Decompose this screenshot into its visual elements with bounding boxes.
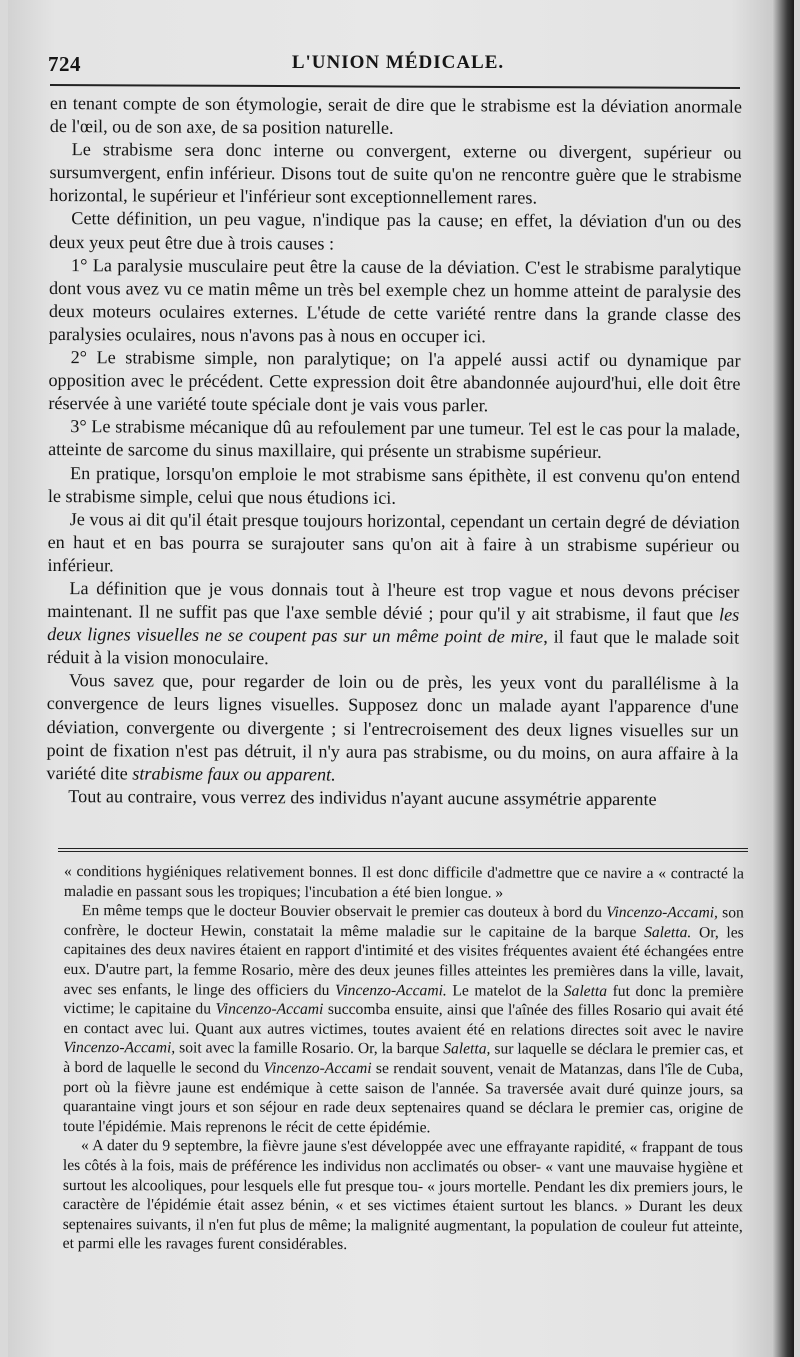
binding-shadow [772,0,794,1357]
running-title: L'UNION MÉDICALE. [291,52,505,73]
header-rule [50,84,740,89]
note-paragraph: « conditions hygiéniques relativement bonnes. Il est donc difficile d'admettre que ce navire a « contracté la maladie en passant sous les tropiques; l'incubation a été bien longue. » [63,863,744,902]
text-run: La définition que je vous donnais tout à l'heure est trop vague et nous devons préciser maintenant. Il ne suffit pas que l'axe semble dévié ; pour qu'il y ait strabisme, il faut que [47,578,740,625]
paragraph: en tenant compte de son étymologie, serait de dire que le strabisme est la déviation anormale de l'œil, ou de son axe, de sa position naturelle. [49,92,742,138]
note-paragraph [63,901,744,1138]
emphasis: Vincenzo-Accami, [63,1039,176,1057]
page-number: 724 [48,52,81,76]
main-text [46,92,742,812]
paragraph: 2° Le strabisme simple, non paralytique; on l'a appelé aussi actif ou dynamique par opposition avec le précédent. Cette expression doit être abandonnée aujourd'hui, elle doit être réservée à une variété toute spéciale dont je vais vous parler. [48,347,741,416]
running-header [48,50,748,78]
text-run: soit avec la famille Rosario. Or, la barque [175,1039,444,1058]
text-run: Or, les capitaines des deux navires étaient en rapport d'intimité et des visites fréquentes avaient été échangées entre eux. D'autre part, la femme Rosario, mère des deux jeunes filles atteintes les premières dans la ville, lavait, avec ses enfants, le linge des officiers du [63,923,744,999]
paragraph: Tout au contraire, vous verrez des individus n'ayant aucune assymétrie apparente [68,785,657,809]
paragraph: 3° Le strabisme mécanique dû au refoulement par une tumeur. Tel est le cas pour la malade, atteinte de sarcome du sinus maxillaire, qui présente un strabisme supérieur. [48,416,741,463]
emphasis: Saletta, [443,1040,491,1058]
paragraph: En pratique, lorsqu'on emploie le mot strabisme sans épithète, il est convenu qu'on entend le strabisme simple, celui que nous étudions ici. [47,462,741,508]
text-run: sur laquelle se déclara le premier cas, et à bord de laquelle le second du [63,1040,744,1077]
emphasis: Vincenzo-Accami, [606,904,719,922]
footnote-separator [58,848,748,852]
paragraph [47,577,739,673]
paragraph: Cette définition, un peu vague, n'indique pas la cause; en effet, la déviation d'un ou des deux yeux peut être due à trois causes : [49,208,742,254]
emphasis: Vincenzo-Accami [263,1059,372,1078]
text-run: se rendait souvent, venait de Matanzas, dans l'île de Cuba, port où la fièvre jaune est endémique à cette saison de l'année. Sa traversée avait duré quinze jours, sa quarantaine vingt jours et son séjour en rade deux septenaires quand se déclara le premier cas, origine de toute l'épidémie. Mais reprenons le récit de cette épidémie. [63,1060,744,1136]
paragraph [46,669,739,788]
text-run: Vous savez que, pour regarder de loin ou de près, les yeux vont du parallélisme à la convergence de leurs lignes visuelles. Supposez donc un malade ayant l'apparence d'une déviation, convergente ou divergente ; si l'entrecroisement des deux lignes visuelles sur un point de fixation n'est pas détruit, il n'y aura pas strabisme, ou du moins, on aura affaire à la variété dite [46,670,739,784]
emphasis: Vincenzo-Accami [215,1000,324,1019]
paragraph: 1° La paralysie musculaire peut être la cause de la déviation. C'est le strabisme paralytique dont vous avez vu ce matin même un très bel exemple chez un homme atteint de paralysie des deux moteurs oculaires externes. L'étude de cette variété rentre dans la grande classe des paralysies oculaires, nous n'avons pas à nous en occuper ici. [48,254,742,347]
paragraph: Le strabisme sera donc interne ou convergent, externe ou divergent, supérieur ou sursumvergent, enfin inférieur. Disons tout de suite qu'on ne rencontre guère que le strabisme horizontal, le supérieur et l'inférieur sont exceptionnellement rares. [49,139,742,208]
emphasis: Vincenzo-Accami. [334,981,447,999]
footnote-text [63,862,744,1256]
text-run: fut donc la première victime; le capitaine du [63,982,744,1018]
note-paragraph: « A dater du 9 septembre, la fièvre jaune s'est développée avec une effrayante rapidité, « frappant de tous les côtés à la fois, mais de préférence les individus non acclimatés ou obser- « vant une mauvaise hygiène et surtout les alcooliques, pour lesquels elle fut presque tou- « jours mortelle. Pendant les dix premiers jours, le caractère de l'épidémie était assez bénin, « et ses victimes étaient surtout les blancs. » Durant les deux septenaires suivants, il n'en fut plus de même; la malignité augmentant, la population de couleur fut atteinte, et parmi elle les ravages furent considérables. [62,1137,744,1254]
paragraph: Je vous ai dit qu'il était presque toujours horizontal, cependant un certain degré de déviation en haut et en bas pourra se surajouter sans qu'on ait à faire à un strabisme supérieur ou inférieur. [47,508,740,576]
text-run: son confrère, le docteur Hewin, constatait la même maladie sur le capitaine de la barque [63,904,744,941]
book-page [8,0,794,1357]
emphasis: strabisme faux ou apparent. [132,763,336,785]
text-run: En même temps que le docteur Bouvier observait le premier cas douteux à bord du [81,902,607,922]
text-run: , il faut que le malade soit réduit à la vision monoculaire. [46,626,740,669]
text-run: Le matelot de la [446,981,564,1000]
emphasis: Saletta. [644,923,692,941]
emphasis: Saletta [563,982,608,1000]
text-run: succomba ensuite, ainsi que l'aînée des filles Rosario qui avait été en contact avec lui. Quant aux autres victimes, toutes avaient été en relations directes soit avec le navire [63,1001,744,1040]
emphasis: les deux lignes visuelles ne se coupent pas sur un même point de mire [47,604,740,647]
